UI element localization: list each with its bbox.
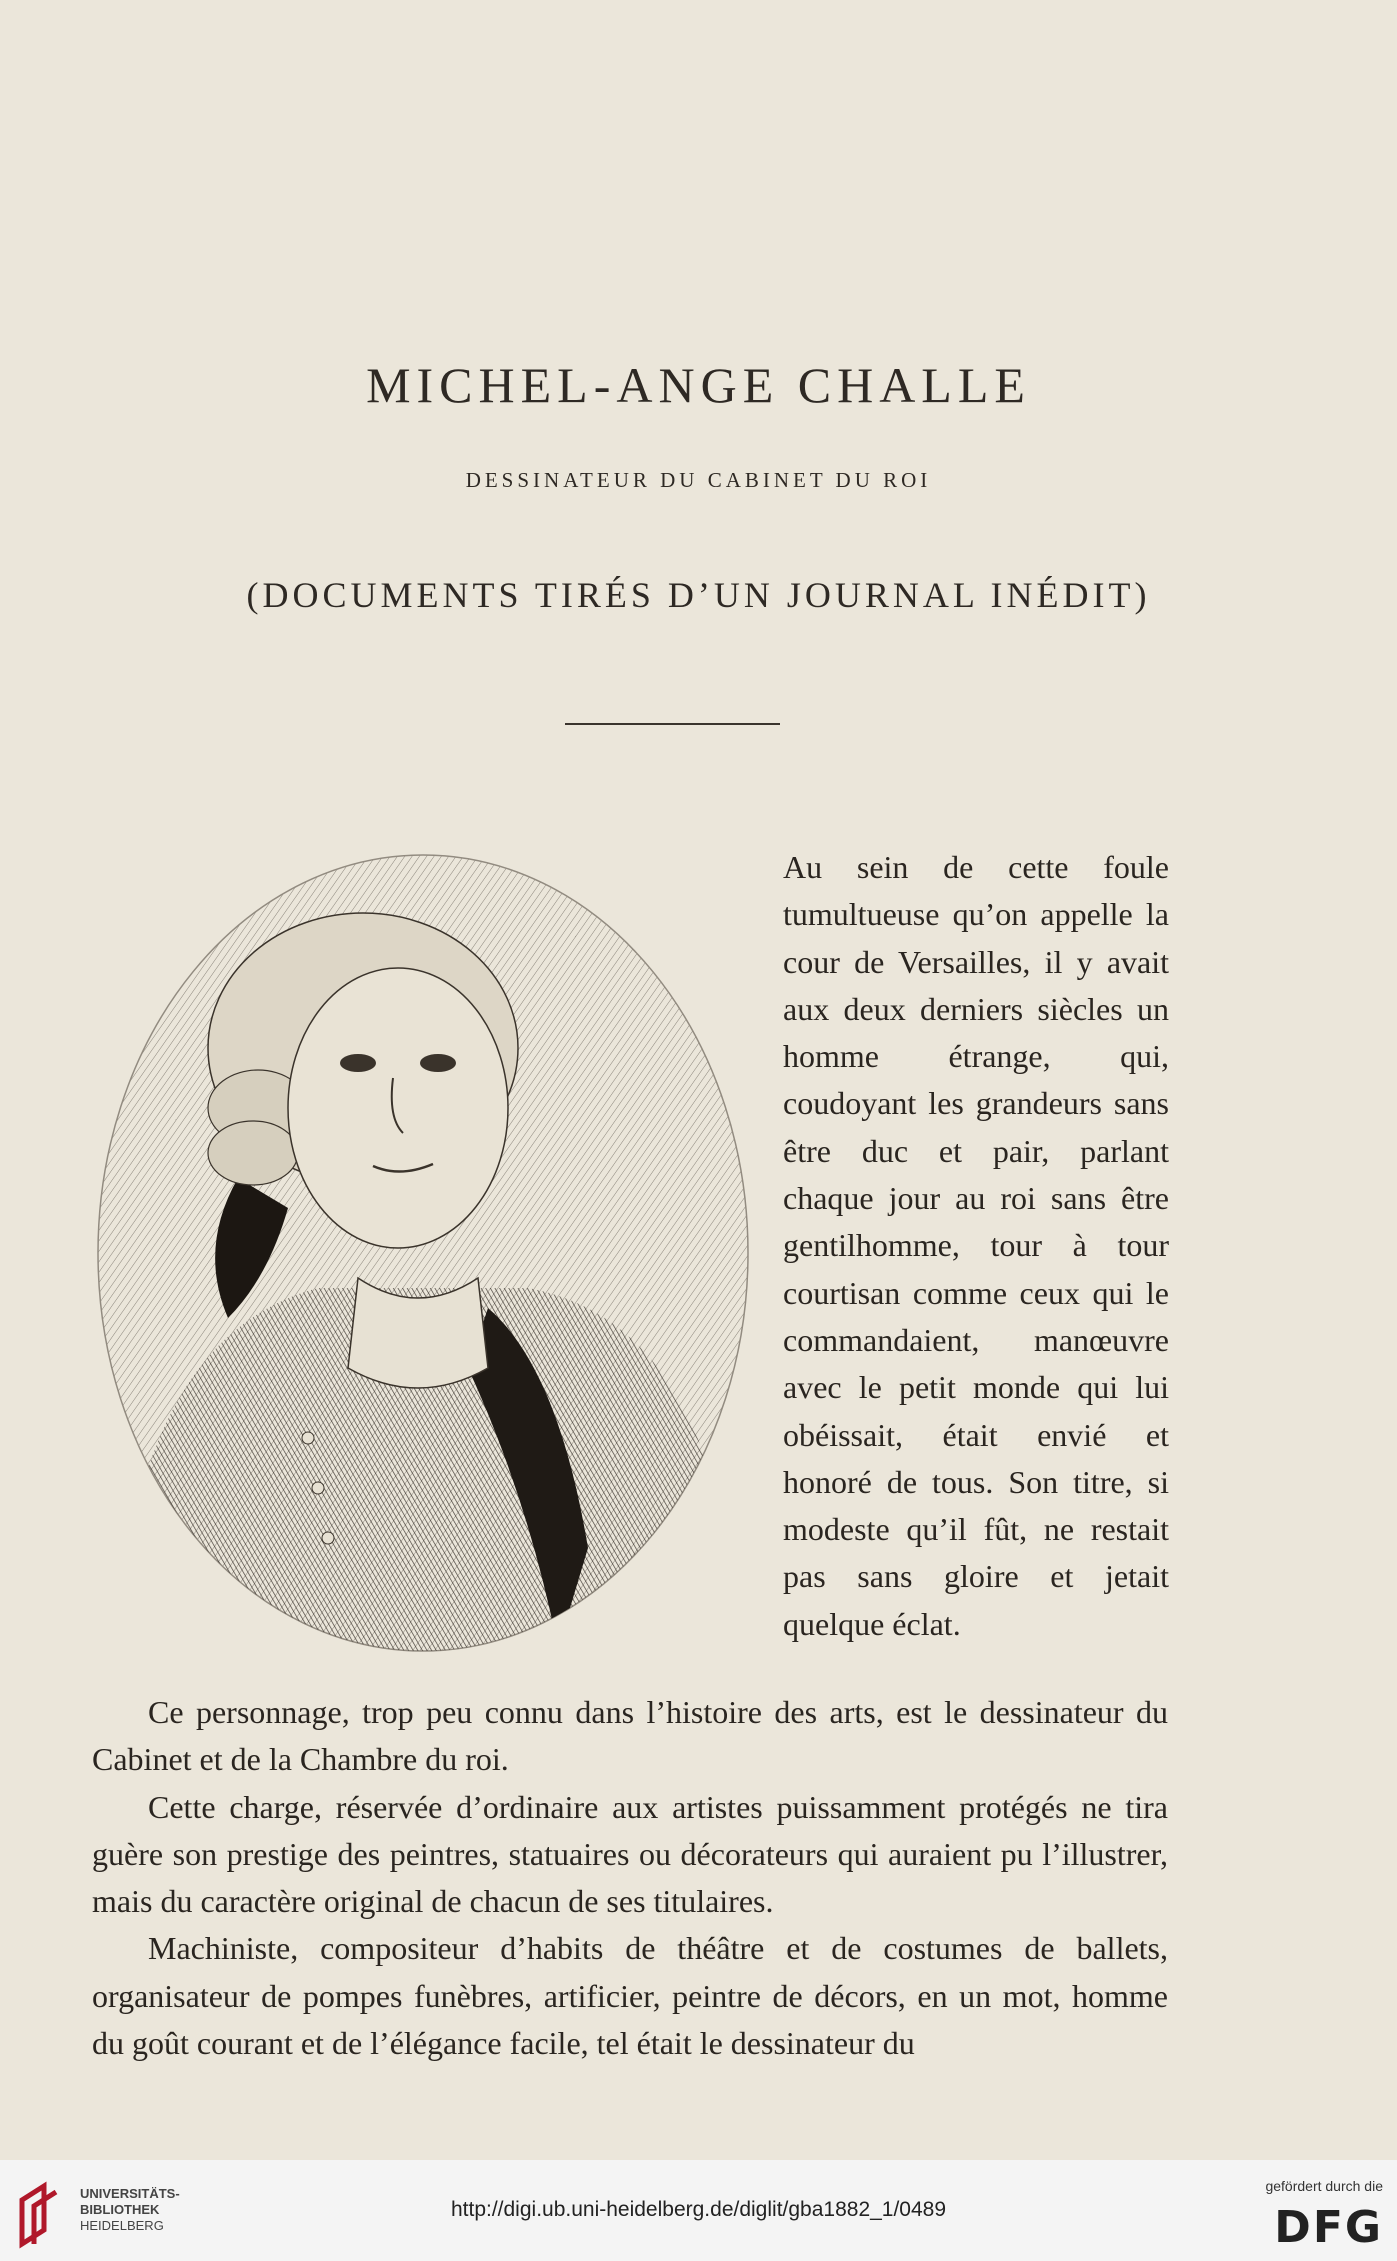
- paragraph-1: Ce personnage, trop peu connu dans l’histoire des arts, est le dessinateur du Cabinet et de la Chambre du roi.: [92, 1694, 1168, 1778]
- footer-bar: [0, 2160, 1397, 2261]
- library-line-3: HEIDELBERG: [80, 2218, 164, 2233]
- article-title: MICHEL-ANGE CHALLE: [366, 357, 1031, 413]
- body-text: [92, 1689, 1168, 2067]
- article-documents-line: (DOCUMENTS TIRÉS D’UN JOURNAL INÉDIT): [246, 575, 1151, 615]
- title-divider: [565, 723, 780, 725]
- dfg-logo[interactable]: DFG: [1274, 2202, 1383, 2253]
- paragraph-3: Machiniste, compositeur d’habits de théâtre et de costumes de ballets, organisateur de pompes funèbres, artificier, peintre de décors, en un mot, homme du goût courant et de l’élégance facile, tel était le dessinateur du: [92, 1930, 1168, 2062]
- permalink-url[interactable]: http://digi.ub.uni-heidelberg.de/diglit/gba1882_1/0489: [450, 2198, 947, 2221]
- library-line-1: UNIVERSITÄTS-: [80, 2186, 180, 2201]
- intro-column: Au sein de cette foule tumultueuse qu’on appelle la cour de Versailles, il y avait aux deux derniers siècles un homme étrange, qui, coudoyant les grandeurs sans être duc et pair, parlant chaque jour au roi sans être gentilhomme, tour à tour courtisan comme ceux qui le commandaient, manœuvre avec le petit monde qui lui obéissait, était envié et honoré de tous. Son titre, si modeste qu’il fût, ne restait pas sans gloire et jetait quelque éclat.: [783, 849, 1169, 1642]
- portrait-engraving: [88, 848, 758, 1658]
- library-line-2: BIBLIOTHEK: [80, 2202, 160, 2217]
- funded-by-label: gefördert durch die: [1265, 2178, 1383, 2194]
- article-subtitle: DESSINATEUR DU CABINET DU ROI: [465, 468, 932, 492]
- paragraph-2: Cette charge, réservée d’ordinaire aux artistes puissamment protégés ne tira guère son prestige des peintres, statuaires ou décorateurs qui auraient pu l’illustrer, mais du caractère original de chacun de ses titulaires.: [92, 1788, 1168, 1920]
